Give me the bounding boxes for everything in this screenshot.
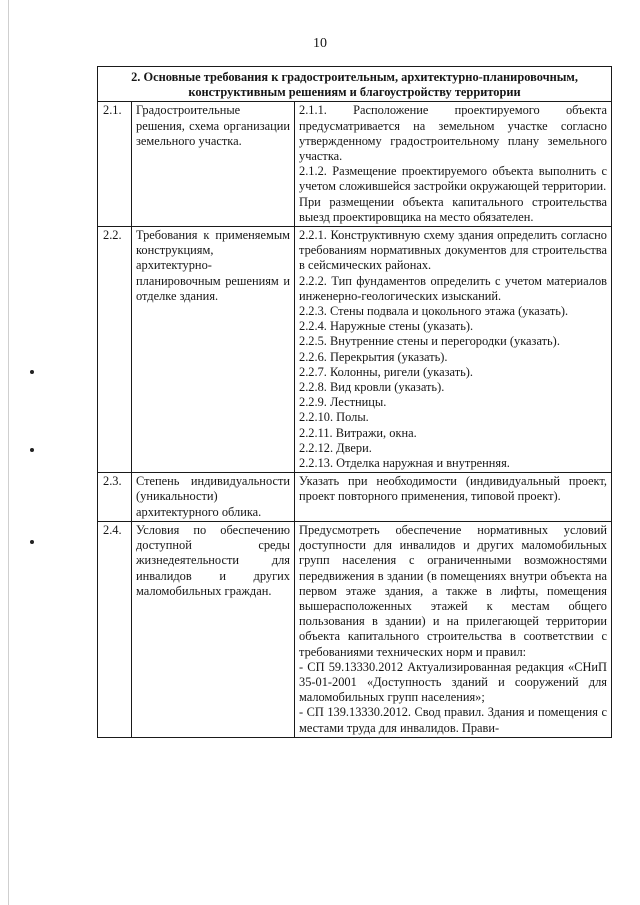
paragraph: 2.2.3. Стены подвала и цокольного этажа (указать). bbox=[299, 304, 569, 319]
paragraph: 2.2.4. Наружные стены (указать). bbox=[299, 319, 474, 334]
paragraph: 2.2.12. Двери. bbox=[299, 440, 372, 455]
paragraph: 2.2.13. Отделка наружная и внутренняя. bbox=[299, 456, 510, 471]
paragraph: При размещении объекта капитального строительства выезд проектировщика на место обязателен. bbox=[299, 194, 607, 224]
paragraph: 2.2.8. Вид кровли (указать). bbox=[299, 380, 445, 395]
paragraph: Указать при необходимости (индивидуальный проект, проект повторного применения, типовой проект). bbox=[299, 474, 607, 504]
requirements-table bbox=[97, 66, 612, 738]
table-row bbox=[98, 102, 612, 227]
scan-dot bbox=[30, 540, 34, 544]
paragraph: 2.1.1. Расположение проектируемого объекта предусматривается на земельном участке согласно утвержденному градостроительному плану земельного участка. bbox=[299, 103, 607, 164]
paragraph: 2.2.10. Полы. bbox=[299, 410, 369, 425]
paragraph: 2.1.2. Размещение проектируемого объекта выполнить с учетом сложившейся застройки окружающей территории. bbox=[299, 164, 607, 194]
row-description bbox=[295, 521, 612, 737]
scan-margin-line bbox=[8, 0, 9, 905]
paragraph: 2.2.9. Лестницы. bbox=[299, 395, 387, 410]
row-name: Степень индивидуальности (уникальности) архитектурного облика. bbox=[132, 473, 295, 522]
row-number: 2.4. bbox=[98, 521, 132, 737]
row-number: 2.2. bbox=[98, 227, 132, 473]
row-description bbox=[295, 227, 612, 473]
page-number: 10 bbox=[313, 36, 327, 51]
paragraph: - СП 59.13330.2012 Актуализированная редакция «СНиП 35-01-2001 «Доступность зданий и сооружений для маломобильных групп населения»; bbox=[299, 659, 607, 705]
table-row bbox=[98, 521, 612, 737]
section-heading: 2. Основные требования к градостроительным, архитектурно-планировочным, конструктивным решениям и благоустройству территории bbox=[98, 67, 612, 102]
paragraph: 2.2.7. Колонны, ригели (указать). bbox=[299, 364, 473, 379]
row-name: Требования к применяемым конструкциям, архитектурно-планировочным решениям и отделке здания. bbox=[132, 227, 295, 473]
table-header-row bbox=[98, 67, 612, 102]
table-row bbox=[98, 473, 612, 522]
paragraph: 2.2.11. Витражи, окна. bbox=[299, 425, 417, 440]
paragraph: - СП 139.13330.2012. Свод правил. Здания и помещения с местами труда для инвалидов. Прави- bbox=[299, 705, 607, 735]
row-number: 2.3. bbox=[98, 473, 132, 522]
paragraph: 2.2.1. Конструктивную схему здания определить согласно требованиям нормативных документов для строительства в сейсмических районах. bbox=[299, 228, 607, 273]
paragraph: 2.2.2. Тип фундаментов определить с учетом материалов инженерно-геологических изысканий. bbox=[299, 273, 607, 303]
scan-dot bbox=[30, 448, 34, 452]
scan-dot bbox=[30, 370, 34, 374]
paragraph: Предусмотреть обеспечение нормативных условий доступности для инвалидов и других маломобильных групп населения с ограниченными возможностями передвижения в здании (в помещениях внутри объекта на первом этаже здания, а также в лифты, помещения вышерасположенных этажей к местам общего пользования в здании) и на прилегающей территории объекта капитального строительства в соответствии с требованиями технических норм и правил: bbox=[299, 522, 607, 659]
table-row bbox=[98, 227, 612, 473]
paragraph: 2.2.6. Перекрытия (указать). bbox=[299, 349, 448, 364]
row-description bbox=[295, 102, 612, 227]
row-name: Условия по обеспечению доступной среды жизнедеятельности для инвалидов и других маломобильных граждан. bbox=[132, 521, 295, 737]
row-description bbox=[295, 473, 612, 522]
row-name: Градостроительные решения, схема организации земельного участка. bbox=[132, 102, 295, 227]
paragraph: 2.2.5. Внутренние стены и перегородки (указать). bbox=[299, 334, 560, 349]
row-number: 2.1. bbox=[98, 102, 132, 227]
